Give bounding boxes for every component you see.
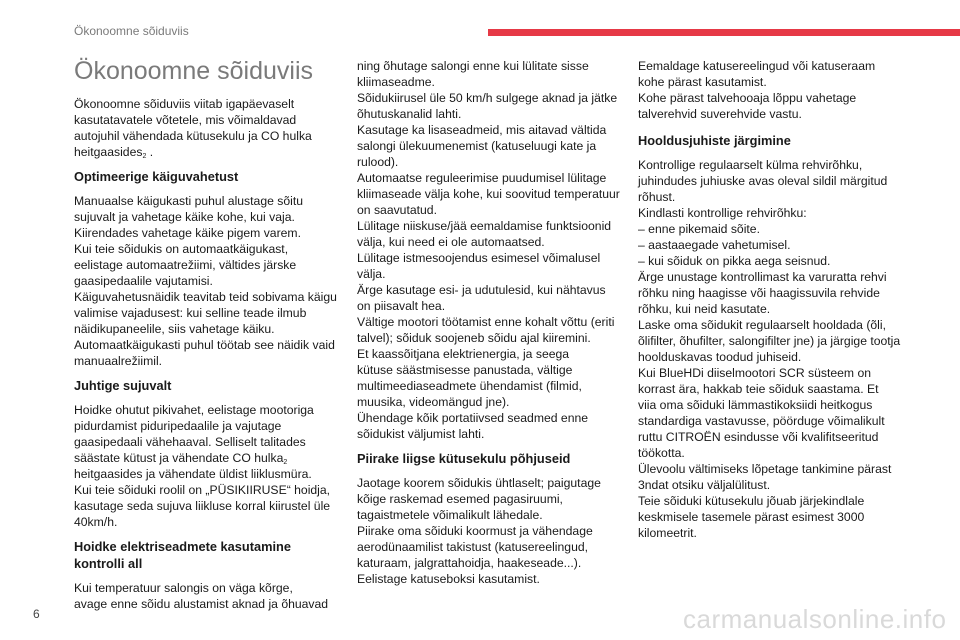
text-line: autojuhil vähendada kütusekulu ja CO hulka bbox=[74, 129, 312, 143]
text-line: – kui sõiduk on pikka aega seisnud. bbox=[638, 254, 831, 268]
text-line: rõhku ning haagisse või haagissuvila rehvide bbox=[638, 286, 880, 300]
text-line: keskmisele tasemele pärast esimest 3000 bbox=[638, 510, 865, 524]
text-line: Kindlasti kontrollige rehvirõhku: bbox=[638, 206, 807, 220]
text-line: õlifilter, õhufilter, salongifilter jne) ja järgige tootja bbox=[638, 334, 901, 348]
column-1 bbox=[74, 56, 342, 612]
text-line: pidurdamist piduripedaalile ja vajutage bbox=[74, 419, 282, 433]
section-body-excess-consumption bbox=[357, 475, 625, 587]
chapter-title: Ökonoomne sõiduviis bbox=[74, 57, 314, 85]
text-line: heitgaasides ja vähendate üldist liiklusmüra. bbox=[74, 467, 312, 481]
text-line: kliimaseade välja kohe, kui soovitud temperatuur bbox=[357, 187, 620, 201]
title-line: Hoidke elektriseadmete kasutamine bbox=[74, 539, 291, 554]
text-line: Kasutage ka lisaseadmeid, mis aitavad vältida bbox=[357, 123, 607, 137]
text-line: Eemaldage katusereelingud või katuseraam bbox=[638, 59, 876, 73]
text-line: Automaatkäigukasti puhul töötab see näidik vaid bbox=[74, 338, 335, 352]
text-line: Jaotage koorem sõidukis ühtlaselt; paigutage bbox=[357, 476, 601, 490]
subscript: 2 bbox=[283, 459, 288, 466]
text-line: kohe pärast kasutamist. bbox=[638, 75, 767, 89]
text-line: kõige raskemad esemed pagasiruumi, bbox=[357, 492, 563, 506]
text-line: näidikupaneelile, siis vahetage käiku. bbox=[74, 322, 275, 336]
text-line: rõhku, kui neid kasutate. bbox=[638, 302, 771, 316]
text-line: kasutatavatele võtetele, mis võimaldavad bbox=[74, 113, 297, 127]
text-line: Lülitage istmesoojendus esimesel võimalusel bbox=[357, 251, 601, 265]
text-line: Lülitage niiskuse/jää eemaldamise funktsioonid bbox=[357, 219, 612, 233]
text-line: gaasipedaalile vajutamisi. bbox=[74, 274, 213, 288]
text-line: kütuse säästmisesse panustada, vältige bbox=[357, 363, 573, 377]
header-accent-bar bbox=[488, 29, 960, 36]
section-title-gear-shifting: Optimeerige käiguvahetust bbox=[74, 169, 239, 184]
text-line: Kontrollige regulaarselt külma rehvirõhku, bbox=[638, 158, 863, 172]
text-fragment: heitgaasides bbox=[74, 145, 143, 159]
text-line: on piisavalt hea. bbox=[357, 299, 446, 313]
section-body-maintenance bbox=[638, 157, 906, 541]
text-line: Käiguvahetusnäidik teavitab teid sobivama käigu bbox=[74, 290, 337, 304]
text-line: valimise vajadusest: kui selline teade ilmub bbox=[74, 306, 307, 320]
column-2 bbox=[357, 58, 625, 587]
text-line: Automaatse reguleerimise puudumisel lülitage bbox=[357, 171, 607, 185]
text-line: tagaistmetele võimalikult lähedale. bbox=[357, 508, 543, 522]
text-line: kilomeetrit. bbox=[638, 526, 697, 540]
text-line: juhindudes juhiuske avas oleval sildil märgitud bbox=[638, 174, 888, 188]
text-line: õhutuskanalid lahti. bbox=[357, 107, 462, 121]
text-line: 40km/h. bbox=[74, 515, 118, 529]
text-line: on saavutatud. bbox=[357, 203, 437, 217]
text-line: Ülevoolu vältimiseks lõpetage tankimine pärast bbox=[638, 462, 892, 476]
title-line: kontrolli all bbox=[74, 556, 143, 571]
section-body-drive-smoothly bbox=[74, 402, 342, 530]
text-fragment: . bbox=[146, 145, 154, 159]
continued-paragraph bbox=[638, 58, 906, 122]
text-fragment: säästate kütust ja vähendate CO hulka bbox=[74, 451, 284, 465]
section-title-excess-consumption: Piirake liigse kütusekulu põhjuseid bbox=[357, 451, 571, 466]
section-title-maintenance: Hooldusjuhiste järgimine bbox=[638, 133, 791, 148]
text-line: Ärge unustage kontrollimast ka varuratta rehvi bbox=[638, 270, 887, 284]
text-line: 3ndat otsiku väljalülitust. bbox=[638, 478, 771, 492]
text-line: Eelistage katuseboksi kasutamist. bbox=[357, 572, 540, 586]
text-line: Piirake oma sõiduki koormust ja vähendage bbox=[357, 524, 593, 538]
text-line: Kohe pärast talvehooaja lõppu vahetage bbox=[638, 91, 857, 105]
running-header-title: Ökonoomne sõiduviis bbox=[74, 24, 189, 38]
section-body-gear-shifting bbox=[74, 193, 342, 369]
text-line: hoolduskavas toodud juhiseid. bbox=[638, 350, 802, 364]
text-line: välja, kui need ei ole automaatsed. bbox=[357, 235, 545, 249]
text-line: aerodünaamilist takistust (katusereelingud, bbox=[357, 540, 589, 554]
text-line: talverehvid suverehvide vastu. bbox=[638, 107, 802, 121]
text-line: manuaalrežiimil. bbox=[74, 354, 163, 368]
text-line: sõidukist väljumist lahti. bbox=[357, 427, 485, 441]
text-line: kasutage seda sujuva liikluse korral kiirustel üle bbox=[74, 499, 331, 513]
text-line: salongi ülekuumenemist (katuseluugi kate ja bbox=[357, 139, 597, 153]
text-line: avage enne sõidu alustamist aknad ja õhuavad bbox=[74, 597, 329, 611]
text-line: Kui temperatuur salongis on väga kõrge, bbox=[74, 581, 293, 595]
text-line: talvel); sõiduk soojeneb sõidu ajal kiiremini. bbox=[357, 331, 591, 345]
section-title-electrical-devices bbox=[74, 538, 342, 572]
text-line: Ühendage kõik portatiivsed seadmed enne bbox=[357, 411, 589, 425]
text-line: Kiirendades vahetage käike pigem varem. bbox=[74, 226, 301, 240]
watermark: carmanualsonline.info bbox=[683, 604, 947, 634]
page-number: 6 bbox=[33, 607, 40, 621]
text-line: ruttu CITROËN esindusse või kvalifitseeritud bbox=[638, 430, 879, 444]
text-line: Hoidke ohutut pikivahet, eelistage mootoriga bbox=[74, 403, 314, 417]
text-line: katuraam, jalgrattahoidja, haakeseade...). bbox=[357, 556, 582, 570]
text-line: Vältige mootori töötamist enne kohalt võttu (eriti bbox=[357, 315, 615, 329]
section-title-drive-smoothly: Juhtige sujuvalt bbox=[74, 378, 172, 393]
column-3 bbox=[638, 58, 906, 541]
text-line: ning õhutage salongi enne kui lülitate sisse bbox=[357, 59, 589, 73]
continued-paragraph bbox=[357, 58, 625, 442]
text-line: Laske oma sõidukit regulaarselt hooldada (õli, bbox=[638, 318, 886, 332]
text-line: kliimaseadme. bbox=[357, 75, 435, 89]
text-line: – aastaaegade vahetumisel. bbox=[638, 238, 791, 252]
text-line: Kui teie sõidukis on automaatkäigukast, bbox=[74, 242, 289, 256]
text-line: Kui teie sõiduki roolil on „PÜSIKIIRUSE“ hoidja, bbox=[74, 483, 331, 497]
text-line bbox=[74, 450, 342, 466]
text-line: välja. bbox=[357, 267, 386, 281]
text-line: gaasipedaali vähehaaval. Selliselt talitades bbox=[74, 435, 306, 449]
text-line: Ärge kasutage esi- ja udutulesid, kui nähtavus bbox=[357, 283, 606, 297]
text-line: multimeediaseadmete ühendamist (filmid, bbox=[357, 379, 582, 393]
text-line: Et kaassõitjana elektrienergia, ja seega bbox=[357, 347, 570, 361]
text-line: rõhust. bbox=[638, 190, 676, 204]
text-line: viia oma sõiduki lämmastikoksiidi heitkogus bbox=[638, 398, 873, 412]
section-body-electrical-devices bbox=[74, 580, 342, 612]
text-line: muusika, videomängud jne). bbox=[357, 395, 510, 409]
text-line: korrast ära, hakkab teie sõiduk saastama. Et bbox=[638, 382, 879, 396]
text-line: Ökonoomne sõiduviis viitab igapäevaselt bbox=[74, 97, 295, 111]
text-line: Sõidukiirusel üle 50 km/h sulgege aknad ja jätke bbox=[357, 91, 618, 105]
text-line: Manuaalse käigukasti puhul alustage sõitu bbox=[74, 194, 304, 208]
text-line: eelistage automaatrežiimi, vältides järske bbox=[74, 258, 297, 272]
text-line bbox=[74, 144, 342, 160]
intro-paragraph bbox=[74, 96, 342, 160]
text-line: Kui BlueHDi diiselmootori SCR süsteem on bbox=[638, 366, 872, 380]
text-line: standardiga vastavusse, pöörduge võimalikult bbox=[638, 414, 885, 428]
subscript: 2 bbox=[142, 153, 147, 160]
text-line: rulood). bbox=[357, 155, 399, 169]
text-line: – enne pikemaid sõite. bbox=[638, 222, 760, 236]
text-line: töökotta. bbox=[638, 446, 685, 460]
text-line: Teie sõiduki kütusekulu jõuab järjekindlale bbox=[638, 494, 865, 508]
text-line: sujuvalt ja vahetage käike kohe, kui vaja. bbox=[74, 210, 295, 224]
